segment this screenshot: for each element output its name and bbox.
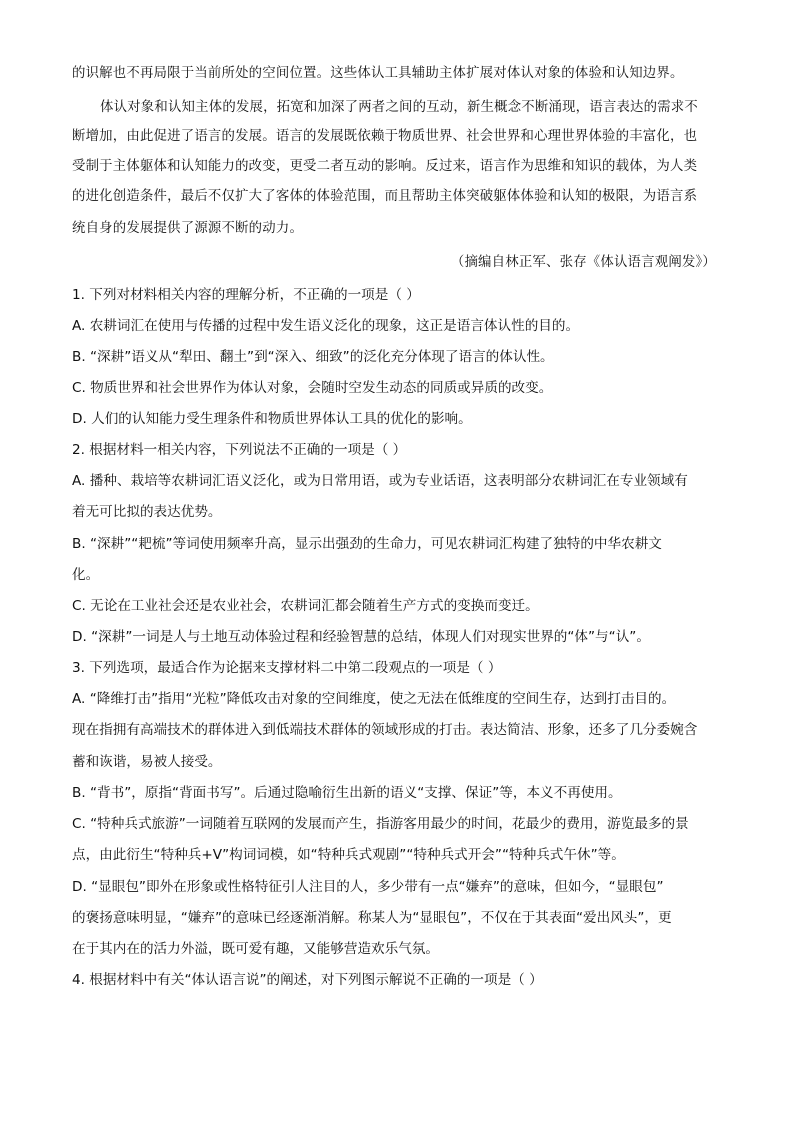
question-1-stem: 1. 下列对材料相关内容的理解分析，不正确的一项是（ ） <box>72 287 420 303</box>
passage-line-4: 受制于主体躯体和认知能力的改变，更受二者互动的影响。反过来，语言作为思维和知识的载体，为人类 <box>72 159 698 174</box>
passage-source: （摘编自林正军、张存《体认语言观阐发》） <box>450 255 716 270</box>
question-2-option-a-cont: 着无可比拟的表达优势。 <box>72 504 222 520</box>
question-3-option-d-cont-2: 在于其内在的活力外溢，既可爱有趣，又能够营造欢乐气氛。 <box>72 941 440 957</box>
question-3-option-d-cont-1: 的褒扬意味明显，“嫌弃”的意味已经逐渐消解。称某人为“显眼包”，不仅在于其表面“爱出风头”，更 <box>72 910 672 926</box>
question-2-option-a: A. 播种、栽培等农耕词汇语义泛化，或为日常用语，或为专业话语，这表明部分农耕词汇在专业领域有 <box>72 473 688 489</box>
question-2-option-c: C. 无论在工业社会还是农业社会，农耕词汇都会随着生产方式的变换而变迁。 <box>72 598 539 614</box>
question-1-option-c: C. 物质世界和社会世界作为体认对象，会随时空发生动态的同质或异质的改变。 <box>72 380 553 396</box>
question-1-option-b: B. “深耕”语义从“犁田、翻土”到“深入、细致”的泛化充分体现了语言的体认性。 <box>72 349 554 365</box>
question-2-option-b: B. “深耕”“耙梳”等词使用频率升高，显示出强劲的生命力，可见农耕词汇构建了独特的中华农耕文 <box>72 536 662 552</box>
question-1-option-a: A. 农耕词汇在使用与传播的过程中发生语义泛化的现象，这正是语言体认性的目的。 <box>72 318 580 334</box>
passage-line-1: 的识解也不再局限于当前所处的空间位置。这些体认工具辅助主体扩展对体认对象的体验和认知边界。 <box>72 66 684 81</box>
question-3-option-a: A. “降维打击”指用“光粒”降低攻击对象的空间维度，使之无法在低维度的空间生存，达到打击目的。 <box>72 691 676 707</box>
question-3-option-c: C. “特种兵式旅游”一词随着互联网的发展而产生，指游客用最少的时间，花最少的费用，游览最多的景 <box>72 816 689 832</box>
question-3-option-c-cont: 点，由此衍生“特种兵+V”构词词模，如“特种兵式观剧”“特种兵式开会”“特种兵式午休”等。 <box>72 847 625 863</box>
passage-line-6: 统自身的发展提供了源源不断的动力。 <box>72 221 304 236</box>
question-3-option-b: B. “背书”，原指“背面书写”。后通过隐喻衍生出新的语义“支撑、保证”等，本义不再使用。 <box>72 785 622 801</box>
question-4-stem: 4. 根据材料中有关“体认语言说”的阐述，对下列图示解说不正确的一项是（ ） <box>72 972 543 988</box>
question-3-option-d: D. “显眼包”即外在形象或性格特征引人注目的人，多少带有一点“嫌弃”的意味，但如今，“显眼包” <box>72 879 664 895</box>
question-2-option-b-cont: 化。 <box>72 567 100 583</box>
passage-line-5: 的进化创造条件，最后不仅扩大了客体的体验范围，而且帮助主体突破躯体体验和认知的极限，为语言系 <box>72 189 698 204</box>
question-3-option-a-cont-2: 蓄和诙谐，易被人接受。 <box>72 754 222 770</box>
passage-line-3: 断增加，由此促进了语言的发展。语言的发展既依赖于物质世界、社会世界和心理世界体验的丰富化，也 <box>72 129 698 144</box>
question-3-stem: 3. 下列选项，最适合作为论据来支撑材料二中第二段观点的一项是（ ） <box>72 660 502 676</box>
question-3-option-a-cont-1: 现在指拥有高端技术的群体进入到低端技术群体的领域形成的打击。表达简洁、形象，还多了几分委婉含 <box>72 722 698 738</box>
question-1-option-d: D. 人们的认知能力受生理条件和物质世界体认工具的优化的影响。 <box>72 411 472 427</box>
question-2-option-d: D. “深耕”一词是人与土地互动体验过程和经验智慧的总结，体现人们对现实世界的“体”与“认”。 <box>72 629 650 645</box>
question-2-stem: 2. 根据材料一相关内容，下列说法不正确的一项是（ ） <box>72 442 407 458</box>
passage-line-2: 体认对象和认知主体的发展，拓宽和加深了两者之间的互动，新生概念不断涌现，语言表达的需求不 <box>100 100 698 115</box>
